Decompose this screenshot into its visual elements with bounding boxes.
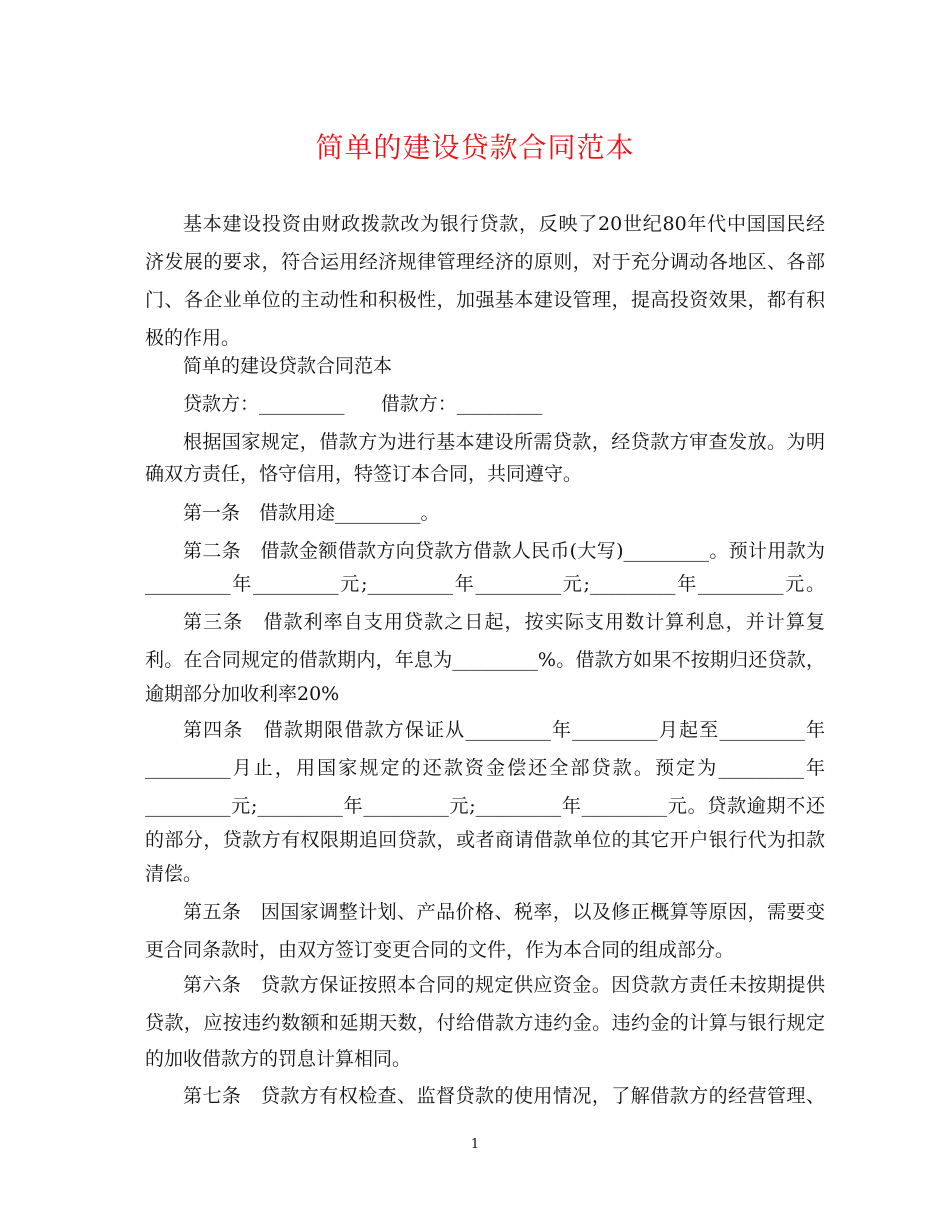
parties-line: 贷款方：_________ 借款方：_________	[183, 393, 543, 415]
subtitle-line: 简单的建设贷款合同范本	[183, 355, 393, 377]
body-line: 清偿。	[145, 863, 203, 885]
body-line: 济发展的要求，符合运用经济规律管理经济的原则，对于充分调动各地区、各部	[145, 251, 825, 273]
body-line: 确双方责任，恪守信用，特签订本合同，共同遵守。	[145, 463, 583, 485]
article-2-line: 第二条 借款金额借款方向贷款方借款人民币(大写)_________。预计用款为	[183, 540, 825, 562]
page-number: 1	[470, 1137, 480, 1152]
body-line: 更合同条款时，由双方签订变更合同的文件，作为本合同的组成部分。	[145, 939, 735, 961]
body-line: 根据国家规定，借款方为进行基本建设所需贷款，经贷款方审查发放。为明	[183, 431, 825, 453]
article-4-line: 第四条 借款期限借款方保证从_________年_________月起至_________年	[183, 719, 825, 741]
body-line: _________年_________元;_________年_________元;_________年_________元。	[145, 573, 825, 595]
body-line: 贷款，应按违约数额和延期天数，付给借款方违约金。违约金的计算与银行规定	[145, 1012, 825, 1034]
body-line: 极的作用。	[145, 327, 241, 349]
article-5-line: 第五条 因国家调整计划、产品价格、税率，以及修正概算等原因，需要变	[183, 901, 825, 923]
body-line: 的加收借款方的罚息计算相同。	[145, 1048, 412, 1070]
body-line: 基本建设投资由财政拨款改为银行贷款，反映了20世纪80年代中国国民经	[183, 213, 825, 235]
document-title: 简单的建设贷款合同范本	[315, 131, 635, 164]
body-line: 的部分，贷款方有权限期追回贷款，或者商请借款单位的其它开户银行代为扣款	[145, 829, 825, 851]
body-line: _________元;_________年_________元;_________年_________元。贷款逾期不还	[145, 795, 825, 817]
body-line: 逾期部分加收利率20%	[145, 683, 340, 705]
body-line: _________月止，用国家规定的还款资金偿还全部贷款。预定为_________年	[145, 757, 825, 779]
article-3-line: 第三条 借款利率自支用贷款之日起，按实际支用数计算利息，并计算复	[183, 611, 825, 633]
article-6-line: 第六条 贷款方保证按照本合同的规定供应资金。因贷款方责任未按期提供	[183, 974, 825, 996]
article-1-line: 第一条 借款用途_________。	[183, 502, 440, 524]
article-7-line: 第七条 贷款方有权检查、监督贷款的使用情况，了解借款方的经营管理、	[183, 1085, 825, 1107]
body-line: 利。在合同规定的借款期内，年息为_________%。借款方如果不按期归还贷款，	[145, 649, 825, 671]
body-line: 门、各企业单位的主动性和积极性，加强基本建设管理，提高投资效果，都有积	[145, 289, 825, 311]
